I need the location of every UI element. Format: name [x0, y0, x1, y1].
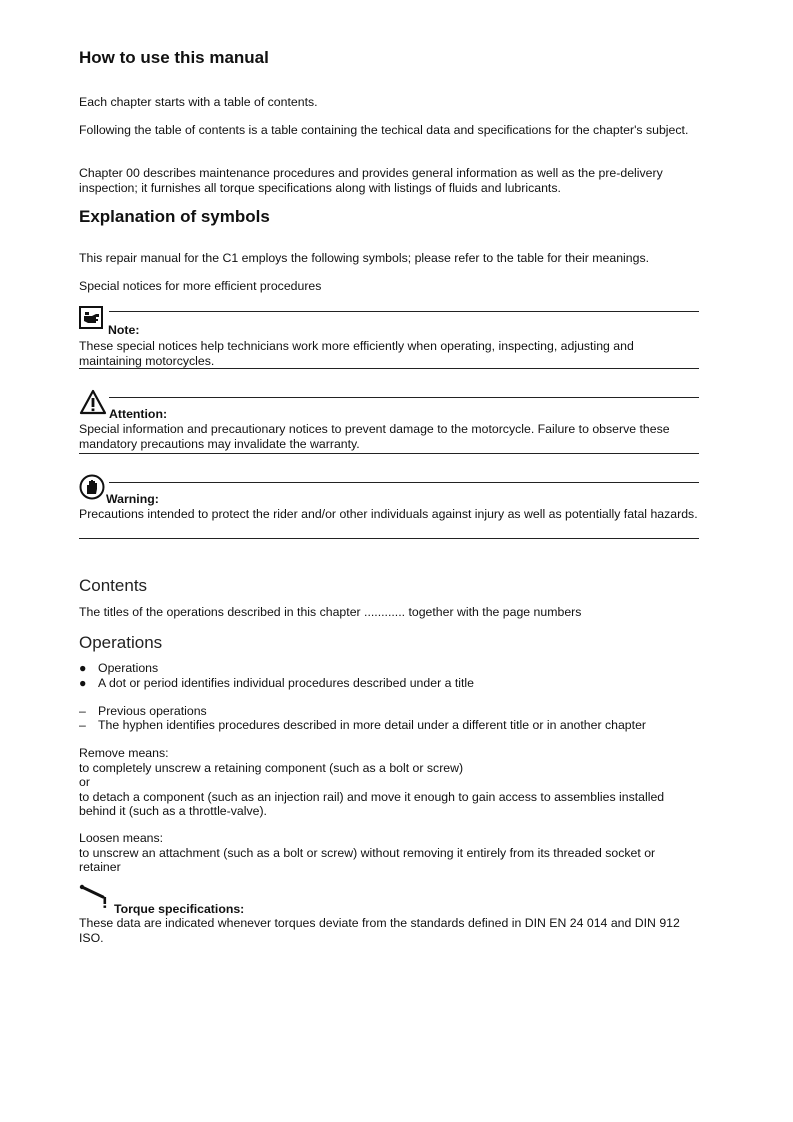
dot-bullet: ● — [79, 676, 87, 690]
list-item — [79, 661, 699, 676]
torque-wrench-icon — [79, 882, 111, 915]
attention-text: Special information and precautionary notices to prevent damage to the motorcycle. Failure to observe these mandatory precautions may invalidate the warranty. — [79, 422, 670, 451]
dot-item-text: A dot or period identifies individual procedures described under a title — [98, 676, 474, 690]
remove-or: or — [79, 775, 90, 789]
warning-text: Precautions intended to protect the rider and/or other individuals against injury as well as potentially fatal hazards. — [79, 507, 698, 521]
remove-definition — [79, 746, 699, 819]
note-text: These special notices help technicians work more efficiently when operating, inspecting, adjusting and maintaining motorcycles. — [79, 339, 634, 368]
operations-heading: Operations — [79, 633, 163, 652]
how-to-paragraph-1: Each chapter starts with a table of contents. — [79, 95, 318, 109]
list-item — [79, 718, 699, 732]
contents-text: The titles of the operations described in this chapter ............ together with the page numbers — [79, 605, 582, 619]
attention-title: Attention: — [109, 407, 168, 421]
attention-block — [79, 393, 699, 451]
dash-item-text: Previous operations — [98, 704, 207, 718]
warning-bottom-rule — [79, 538, 699, 539]
warning-triangle-icon — [79, 389, 107, 420]
warning-block — [79, 478, 699, 522]
torque-block — [79, 886, 699, 945]
dash-bullet: – — [79, 718, 86, 732]
note-block — [79, 309, 699, 368]
stop-hand-icon — [79, 474, 105, 505]
list-item — [79, 676, 699, 691]
loosen-label: Loosen means: — [79, 831, 164, 845]
warning-title: Warning: — [106, 492, 159, 506]
symbols-subintro: Special notices for more efficient procedures — [79, 279, 322, 293]
dot-bullet: ● — [79, 661, 87, 675]
contents-heading: Contents — [79, 576, 148, 595]
remove-line-1: to completely unscrew a retaining component (such as a bolt or screw) — [79, 760, 464, 775]
dash-list — [79, 704, 699, 732]
dot-list — [79, 661, 699, 691]
note-title: Note: — [108, 323, 140, 337]
note-bottom-rule — [79, 368, 699, 369]
torque-title: Torque specifications: — [114, 902, 245, 916]
loosen-text: to unscrew an attachment (such as a bolt or screw) without removing it entirely from its threaded socket or retainer — [79, 845, 656, 874]
dash-bullet: – — [79, 704, 86, 718]
list-item — [79, 704, 699, 718]
torque-text: These data are indicated whenever torques deviate from the standards defined in DIN EN 24 014 and DIN 912 ISO. — [79, 916, 680, 945]
symbols-heading: Explanation of symbols — [79, 207, 270, 226]
how-to-paragraph-2: Following the table of contents is a table containing the techical data and specifications for the chapter's subject. — [79, 123, 689, 137]
dash-item-text: The hyphen identifies procedures described in more detail under a different title or in another chapter — [98, 718, 646, 732]
dot-item-text: Operations — [98, 661, 159, 675]
how-to-heading: How to use this manual — [79, 48, 269, 67]
note-hand-icon — [79, 306, 104, 335]
symbols-intro: This repair manual for the C1 employs the following symbols; please refer to the table for their meanings. — [79, 251, 650, 265]
attention-bottom-rule — [79, 453, 699, 454]
remove-label: Remove means: — [79, 746, 169, 760]
how-to-paragraph-3: Chapter 00 describes maintenance procedures and provides general information as well as the pre-delivery inspection; it furnishes all torque specifications along with listings of fluids and lubricants. — [79, 166, 663, 195]
loosen-definition — [79, 831, 699, 875]
remove-line-2: to detach a component (such as an injection rail) and move it enough to gain access to assemblies installed behind it (such as a throttle-valve). — [79, 789, 665, 818]
